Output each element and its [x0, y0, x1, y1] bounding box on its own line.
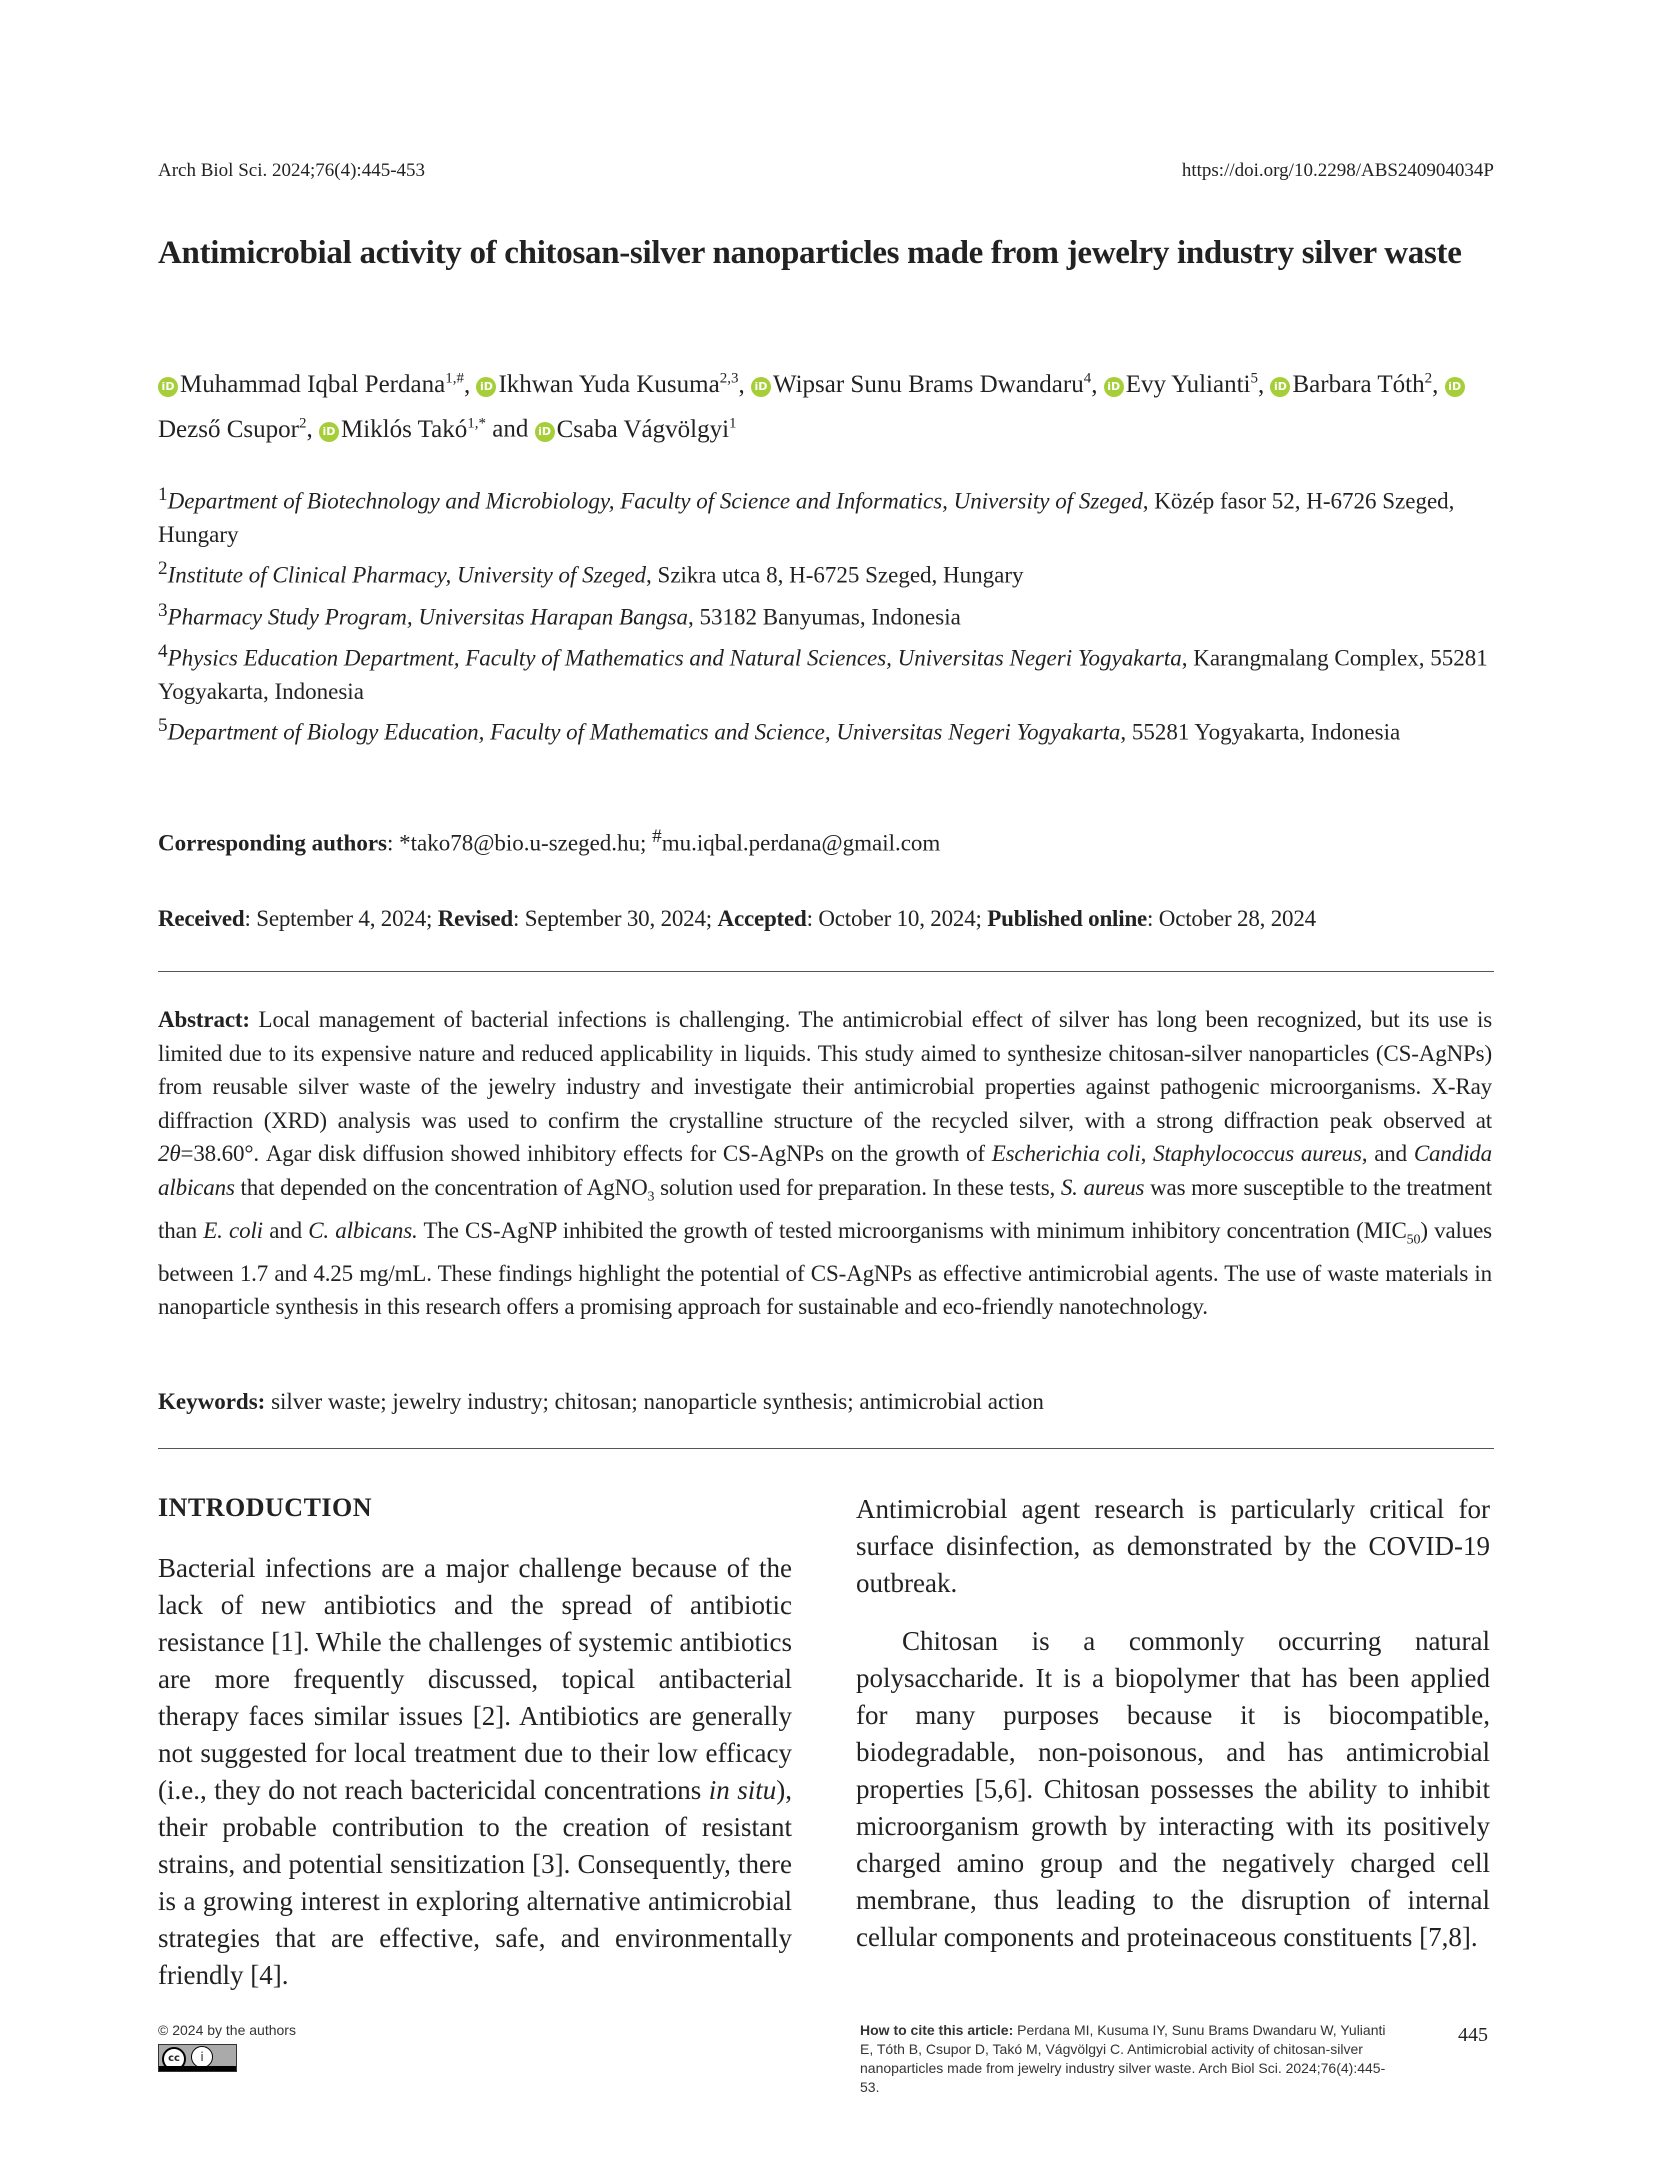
subscript: 3	[647, 1189, 655, 1205]
author-affiliation-marker: 2	[298, 415, 307, 432]
affiliation-institution: Physics Education Department, Faculty of Mathematics and Natural Sciences, Universitas Negeri Yogyakarta	[167, 645, 1182, 671]
accepted-date: October 10, 2024;	[818, 906, 982, 931]
affiliation-number: 5	[158, 715, 168, 736]
abstract-text: =38.60°. Agar disk diffusion showed inhibitory effects for CS-AgNPs on the growth of	[180, 1141, 992, 1166]
affiliation-institution: Department of Biotechnology and Microbiology, Faculty of Science and Informatics, University of Szeged	[167, 488, 1143, 514]
italic-term: in situ	[708, 1775, 777, 1805]
how-to-cite	[860, 2021, 1390, 2097]
author-name: Barbara Tóth	[1292, 371, 1425, 399]
affiliation-1	[158, 478, 1498, 551]
affiliation-institution: Pharmacy Study Program, Universitas Harapan Bangsa	[167, 604, 689, 630]
author-separator: ,	[1257, 371, 1271, 399]
species-name: C. albicans.	[308, 1217, 418, 1243]
author-name: Evy Yulianti	[1125, 371, 1251, 399]
affiliation-address: , Karangmalang Complex, 55281 Yogyakarta, Indonesia	[158, 645, 1488, 704]
abstract-text: Local management of bacterial infections is challenging. The antimicrobial effect of silver has long been recognized, but its use is limited due to its expensive nature and reduced applicability in liquids. This study aimed to synthesize chitosan-silver nanoparticles (CS-AgNPs) from reusable silver waste of the jewelry industry and investigate their antimicrobial properties against pathogenic microorganisms. X-Ray diffraction (XRD) analysis was used to confirm the crystalline structure of the recycled silver, with a strong diffraction peak observed at	[158, 1007, 1492, 1133]
subscript: 50	[1406, 1232, 1421, 1248]
author[interactable]	[319, 416, 486, 443]
author-separator: ,	[463, 371, 477, 399]
author[interactable]	[1270, 371, 1432, 398]
attribution-icon: i	[191, 2046, 213, 2068]
article-title: Antimicrobial activity of chitosan-silver nanoparticles made from jewelry industry silver waste	[158, 235, 1462, 271]
cc-icon: cc	[162, 2047, 186, 2071]
author-name: Wipsar Sunu Brams Dwandaru	[772, 371, 1084, 399]
revised-date: September 30, 2024;	[524, 906, 712, 931]
orcid-icon[interactable]: iD	[476, 377, 496, 397]
copyright: © 2024 by the authors	[158, 2022, 296, 2038]
affiliation-4	[158, 635, 1498, 708]
cite-label: How to cite this article:	[860, 2022, 1014, 2038]
abstract	[158, 1003, 1492, 1324]
author[interactable]	[751, 371, 1091, 398]
orcid-icon[interactable]: iD	[319, 422, 339, 442]
author-name: Ikhwan Yuda Kusuma	[498, 371, 720, 399]
affiliation-number: 4	[158, 641, 168, 662]
affiliation-number: 3	[158, 600, 168, 621]
revised-label: Revised	[437, 906, 514, 931]
orcid-icon[interactable]: iD	[751, 377, 771, 397]
received-date: September 4, 2024;	[256, 906, 433, 931]
affiliation-address: , 55281 Yogyakarta, Indonesia	[1120, 719, 1401, 745]
abstract-text: and	[262, 1217, 309, 1243]
orcid-icon[interactable]: iD	[535, 422, 555, 442]
corresponding-email-2[interactable]: mu.iqbal.perdana@gmail.com	[661, 830, 941, 856]
abstract-label: Abstract:	[158, 1007, 250, 1032]
author-affiliation-marker: 1,#	[445, 371, 464, 387]
author-separator: ,	[306, 415, 319, 443]
journal-citation: Arch Biol Sci. 2024;76(4):445-453	[158, 160, 426, 181]
intro-paragraph-right-2: Chitosan is a commonly occurring natural polysaccharide. It is a biopolymer that has been applied for many purposes because it is biocompatible, biodegradable, non-poisonous, and has antimicrobial properties [5,6]. Chitosan possesses the ability to inhibit microorganism growth by interacting with its positively charged amino group and the negatively charged cell membrane, thus leading to the disruption of internal cellular components and proteinaceous constituents [7,8].	[856, 1626, 1490, 1952]
doi-link[interactable]: https://doi.org/10.2298/ABS240904034P	[1181, 160, 1494, 181]
divider	[158, 971, 1494, 972]
published-date: October 28, 2024	[1158, 906, 1316, 931]
intro-paragraph-right-1: Antimicrobial agent research is particularly critical for surface disinfection, as demonstrated by the COVID-19 outbreak.	[856, 1494, 1490, 1598]
author[interactable]	[1104, 371, 1258, 398]
author-separator: ,	[738, 371, 751, 399]
corresponding-label: Corresponding authors	[158, 830, 387, 856]
author-affiliation-marker: 1	[729, 415, 737, 432]
abstract-text: solution used for preparation. In these tests,	[654, 1174, 1061, 1200]
affiliation-number: 1	[158, 484, 168, 505]
author[interactable]	[535, 416, 737, 443]
author-separator: ,	[1091, 371, 1104, 399]
received-label: Received	[158, 906, 245, 931]
affiliation-address: , 53182 Banyumas, Indonesia	[688, 604, 961, 630]
author[interactable]	[476, 371, 738, 398]
corresponding-authors: Corresponding authors: *tako78@bio.u-szeged.hu; #mu.iqbal.perdana@gmail.com	[158, 826, 941, 856]
author-separator: and	[486, 415, 535, 443]
intro-paragraph-1	[158, 1550, 792, 1994]
author-affiliation-marker: 2	[1424, 371, 1433, 387]
species-name: Staphylococcus aureus,	[1153, 1141, 1368, 1166]
section-heading: INTRODUCTION	[158, 1493, 373, 1522]
keywords-label: Keywords:	[158, 1389, 266, 1414]
orcid-icon[interactable]: iD	[158, 377, 178, 397]
affiliation-number: 2	[158, 558, 168, 579]
orcid-icon[interactable]: iD	[1445, 377, 1465, 397]
affiliation-address: , Közép fasor 52, H-6726 Szeged, Hungary	[158, 488, 1455, 547]
author-name: Dezső Csupor	[158, 415, 299, 443]
abstract-text: was more susceptible to the treatment than	[158, 1174, 1492, 1243]
author-separator: ,	[1432, 371, 1445, 399]
paragraph-text: ), their probable contribution to the creation of resistant strains, and potential sensitization [3]. Consequently, there is a growing interest in exploring alternative antimicrobial strategies that are effective, safe, and environmentally friendly [4].	[158, 1775, 792, 1990]
orcid-icon[interactable]: iD	[1104, 377, 1124, 397]
author-affiliation-marker: 5	[1250, 371, 1258, 387]
cite-text: Perdana MI, Kusuma IY, Sunu Brams Dwandaru W, Yulianti E, Tóth B, Csupor D, Takó M, Vágvölgyi C. Antimicrobial activity of chitosan-silver nanoparticles made from jewelry industry silver waste. Arch Biol Sci. 2024;76(4):445-53.	[860, 2022, 1386, 2095]
affiliation-institution: Department of Biology Education, Faculty of Mathematics and Science, Universitas Negeri Yogyakarta	[167, 719, 1121, 745]
paragraph-text: Bacterial infections are a major challenge because of the lack of new antibiotics and the spread of antibiotic resistance [1]. While the challenges of systemic antibiotics are more frequently discussed, topical antibacterial therapy faces similar issues [2]. Antibiotics are generally not suggested for local treatment due to their low efficacy (i.e., they do not reach bactericidal concentrations	[158, 1553, 792, 1805]
article-dates: Received: September 4, 2024; Revised: September 30, 2024; Accepted: October 10, 2024; Published online: October 28, 2024	[158, 906, 1316, 931]
species-name: E. coli	[203, 1217, 263, 1243]
author[interactable]	[158, 371, 464, 398]
abstract-text: The CS-AgNP inhibited the growth of tested microorganisms with minimum inhibitory concentration (MIC	[417, 1217, 1407, 1243]
license-bar	[159, 2066, 236, 2071]
cc-license-badge[interactable]	[158, 2044, 237, 2072]
divider	[158, 1448, 1494, 1449]
author-affiliation-marker: 1,*	[467, 415, 486, 432]
affiliation-institution: Institute of Clinical Pharmacy, University of Szeged	[167, 562, 647, 588]
corresponding-email-1[interactable]: *tako78@bio.u-szeged.hu;	[399, 830, 647, 856]
abstract-text: that depended on the concentration of AgNO	[234, 1174, 648, 1200]
species-name: Escherichia coli	[991, 1141, 1141, 1166]
affiliation-5	[158, 709, 1498, 749]
affiliation-2	[158, 552, 1498, 592]
species-name: Candida albicans	[158, 1141, 1493, 1200]
author-name: Muhammad Iqbal Perdana	[180, 371, 446, 399]
published-label: Published online	[987, 906, 1148, 931]
abstract-text: ) values between 1.7 and 4.25 mg/mL. These findings highlight the potential of CS-AgNPs as effective antimicrobial agents. The use of waste materials in nanoparticle synthesis in this research offers a promising approach for sustainable and eco-friendly nanotechnology.	[158, 1217, 1492, 1320]
keywords	[158, 1389, 1492, 1415]
author-list	[158, 360, 1498, 449]
orcid-icon[interactable]: iD	[1270, 377, 1290, 397]
author-affiliation-marker: 2,3	[719, 371, 739, 387]
affiliation-address: , Szikra utca 8, H-6725 Szeged, Hungary	[646, 562, 1024, 588]
author-name: Miklós Takó	[340, 415, 468, 443]
affiliation-3	[158, 594, 1498, 634]
author-affiliation-marker: 4	[1083, 371, 1092, 387]
abstract-text: ,	[1140, 1141, 1154, 1166]
species-name: S. aureus	[1060, 1174, 1145, 1200]
abstract-theta: 2θ	[158, 1141, 181, 1166]
author-name: Csaba Vágvölgyi	[556, 415, 730, 443]
keywords-text: silver waste; jewelry industry; chitosan; nanoparticle synthesis; antimicrobial action	[265, 1389, 1044, 1414]
page-number: 445	[1458, 2024, 1488, 2046]
accepted-label: Accepted	[717, 906, 807, 931]
abstract-text: and	[1367, 1141, 1414, 1166]
